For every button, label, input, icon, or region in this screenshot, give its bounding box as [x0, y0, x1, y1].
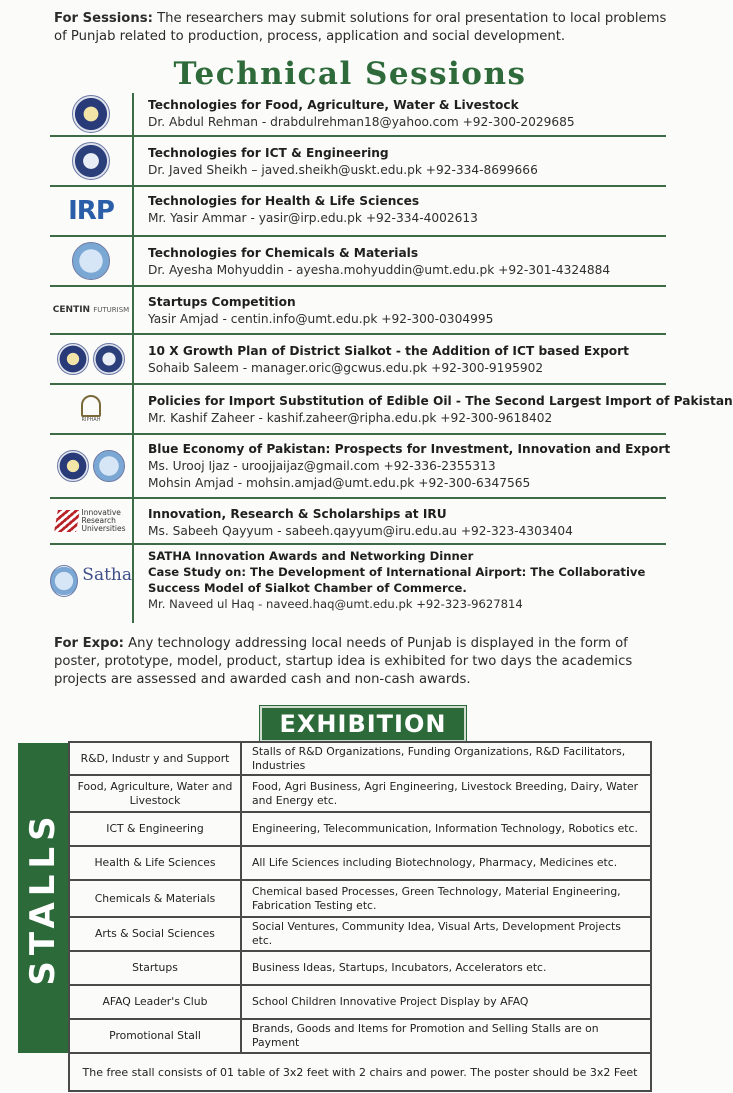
- riphah-mark-icon: [81, 395, 101, 417]
- session-logo-cell: [50, 335, 134, 383]
- stall-description: Stalls of R&D Organizations, Funding Organizations, R&D Facilitators, Industries: [252, 744, 626, 772]
- session-contact: Ms. Sabeeh Qayyum - sabeeh.qayyum@iru.edu.au +92-323-4303404: [148, 524, 573, 538]
- iru-logo-text: Universities: [81, 524, 126, 533]
- sessions-table: [50, 93, 733, 623]
- umt-seal-icon: [50, 565, 78, 597]
- riphah-logo: [81, 395, 101, 423]
- session-contact: Mr. Kashif Zaheer - kashif.zaheer@ripha.edu.pk +92-300-9618402: [148, 411, 553, 425]
- stall-row: [70, 813, 650, 847]
- stall-description: Social Ventures, Community Idea, Visual Arts, Development Projects etc.: [252, 920, 621, 947]
- session-row: [50, 93, 666, 137]
- riphah-logo-text: RIPHAH: [81, 417, 101, 423]
- session-logo-cell: [50, 287, 134, 333]
- session-title: Technologies for Chemicals & Materials: [148, 246, 419, 260]
- umt-seal-icon: [93, 450, 125, 482]
- stall-category: Startups: [70, 952, 242, 984]
- umt-seal-icon: [72, 242, 110, 280]
- stall-row: [70, 918, 650, 952]
- irp-logo: IRP: [68, 196, 114, 226]
- session-logo-cell: [50, 545, 134, 623]
- session-title: Startups Competition: [148, 295, 296, 309]
- session-contact: Sohaib Saleem - manager.oric@gcwus.edu.pk +92-300-9195902: [148, 361, 544, 375]
- session-logo-cell: [50, 385, 134, 433]
- session-contact: Mr. Naveed ul Haq - naveed.haq@umt.edu.pk +92-323-9627814: [148, 597, 523, 611]
- stall-category: Arts & Social Sciences: [70, 918, 242, 950]
- session-contact: Dr. Ayesha Mohyuddin - ayesha.mohyuddin@umt.edu.pk +92-301-4324884: [148, 263, 611, 277]
- session-row: [50, 545, 666, 623]
- gcwus-seal-icon: [93, 343, 125, 375]
- centin-futurism-logo: [53, 305, 129, 315]
- iru-logo-text: Research: [81, 516, 116, 525]
- stall-row: [70, 1020, 650, 1054]
- stall-row: [70, 881, 650, 918]
- session-logo-cell: [50, 237, 134, 285]
- centin-logo-text: CENTIN: [52, 305, 91, 315]
- session-logo-cell: [50, 137, 134, 185]
- stalls-table: [68, 741, 652, 1092]
- session-row: [50, 187, 666, 237]
- stall-description: Engineering, Telecommunication, Information Technology, Robotics etc.: [252, 822, 638, 835]
- stall-description: Chemical based Processes, Green Technology, Material Engineering, Fabrication Testing etc.: [252, 884, 621, 912]
- session-row: [50, 335, 666, 385]
- session-logo-cell: [50, 435, 134, 497]
- stall-category: AFAQ Leader's Club: [70, 986, 242, 1018]
- session-title: Technologies for Food, Agriculture, Water & Livestock: [148, 98, 519, 112]
- session-row: [50, 499, 666, 545]
- stall-row: [70, 776, 650, 813]
- iru-logo: [56, 509, 125, 533]
- technical-sessions-title: Technical Sessions: [173, 56, 527, 92]
- stall-description: Business Ideas, Startups, Incubators, Accelerators etc.: [252, 961, 547, 974]
- session-row: [50, 237, 666, 287]
- session-contact: Mr. Yasir Ammar - yasir@irp.edu.pk +92-334-4002613: [148, 211, 478, 225]
- stall-description: All Life Sciences including Biotechnology, Pharmacy, Medicines etc.: [252, 856, 618, 869]
- stalls-footer: The free stall consists of 01 table of 3x2 feet with 2 chairs and power. The poster should be 3x2 Feet: [82, 1065, 638, 1079]
- sessions-intro-text: The researchers may submit solutions for oral presentation to local problems of Punjab related to production, process, application and social development.: [54, 11, 667, 44]
- stall-description: School Children Innovative Project Display by AFAQ: [252, 995, 529, 1008]
- session-title: Policies for Import Substitution of Edible Oil - The Second Largest Import of Pakistan: [148, 394, 733, 408]
- iru-logo-text: Innovative: [81, 508, 121, 517]
- stall-row: [70, 743, 650, 776]
- session-title: Technologies for ICT & Engineering: [148, 146, 389, 160]
- expo-intro-text: Any technology addressing local needs of Punjab is displayed in the form of poster, prototype, model, product, startup idea is exhibited for two days the academics projects are assessed and awarded cash and non-cash awards.: [54, 636, 633, 687]
- stalls-label: STALLS: [23, 810, 63, 986]
- expo-intro: [54, 635, 678, 689]
- session-logo-cell: [50, 187, 134, 235]
- stall-row: [70, 847, 650, 881]
- session-row: [50, 385, 733, 435]
- stall-row: [70, 986, 650, 1020]
- session-title: Innovation, Research & Scholarships at IRU: [148, 507, 447, 521]
- stall-description: Food, Agri Business, Agri Engineering, Livestock Breeding, Dairy, Water and Energy etc.: [252, 779, 639, 807]
- seal-icon: [57, 450, 89, 482]
- session-title: Technologies for Health & Life Sciences: [148, 194, 420, 208]
- stall-category: R&D, Industr y and Support: [70, 743, 242, 774]
- sessions-intro: [54, 10, 680, 46]
- session-title: SATHA Innovation Awards and Networking Dinner: [148, 549, 474, 563]
- uskt-seal-icon: [57, 343, 89, 375]
- satha-logo: Satha: [82, 565, 132, 585]
- futurism-logo-text: FUTURISM: [93, 306, 130, 314]
- iru-mark-icon: [55, 510, 81, 532]
- session-contact: Ms. Urooj Ijaz - uroojjaijaz@gmail.com +92-336-2355313: [148, 459, 496, 473]
- session-contact: Yasir Amjad - centin.info@umt.edu.pk +92-300-0304995: [148, 312, 494, 326]
- session-logo-cell: [50, 499, 134, 543]
- exhibition-title: EXHIBITION: [260, 706, 466, 742]
- expo-intro-label: For Expo:: [54, 636, 124, 651]
- session-row: [50, 435, 671, 499]
- university-seal-icon: [72, 95, 110, 133]
- session-subtitle: Case Study on: The Development of International Airport: The Collaborative Success Model of Sialkot Chamber of Commerce.: [148, 565, 646, 595]
- stall-category: Food, Agriculture, Water and Livestock: [70, 776, 242, 811]
- session-contact: Mohsin Amjad - mohsin.amjad@umt.edu.pk +92-300-6347565: [148, 476, 531, 490]
- session-logo-cell: [50, 93, 134, 135]
- session-contact: Dr. Javed Sheikh – javed.sheikh@uskt.edu.pk +92-334-8699666: [148, 163, 538, 177]
- session-title: Blue Economy of Pakistan: Prospects for Investment, Innovation and Export: [148, 442, 671, 456]
- sessions-intro-label: For Sessions:: [54, 11, 153, 26]
- session-row: [50, 287, 666, 335]
- session-contact: Dr. Abdul Rehman - drabdulrehman18@yahoo.com +92-300-2029685: [148, 115, 575, 129]
- stall-row: [70, 952, 650, 986]
- session-title: 10 X Growth Plan of District Sialkot - the Addition of ICT based Export: [148, 344, 630, 358]
- stall-category: Promotional Stall: [70, 1020, 242, 1052]
- stall-category: ICT & Engineering: [70, 813, 242, 845]
- stall-category: Health & Life Sciences: [70, 847, 242, 879]
- session-row: [50, 137, 666, 187]
- university-of-sialkot-seal-icon: [72, 142, 110, 180]
- stall-category: Chemicals & Materials: [70, 881, 242, 916]
- stall-description: Brands, Goods and Items for Promotion and Selling Stalls are on Payment: [252, 1022, 599, 1049]
